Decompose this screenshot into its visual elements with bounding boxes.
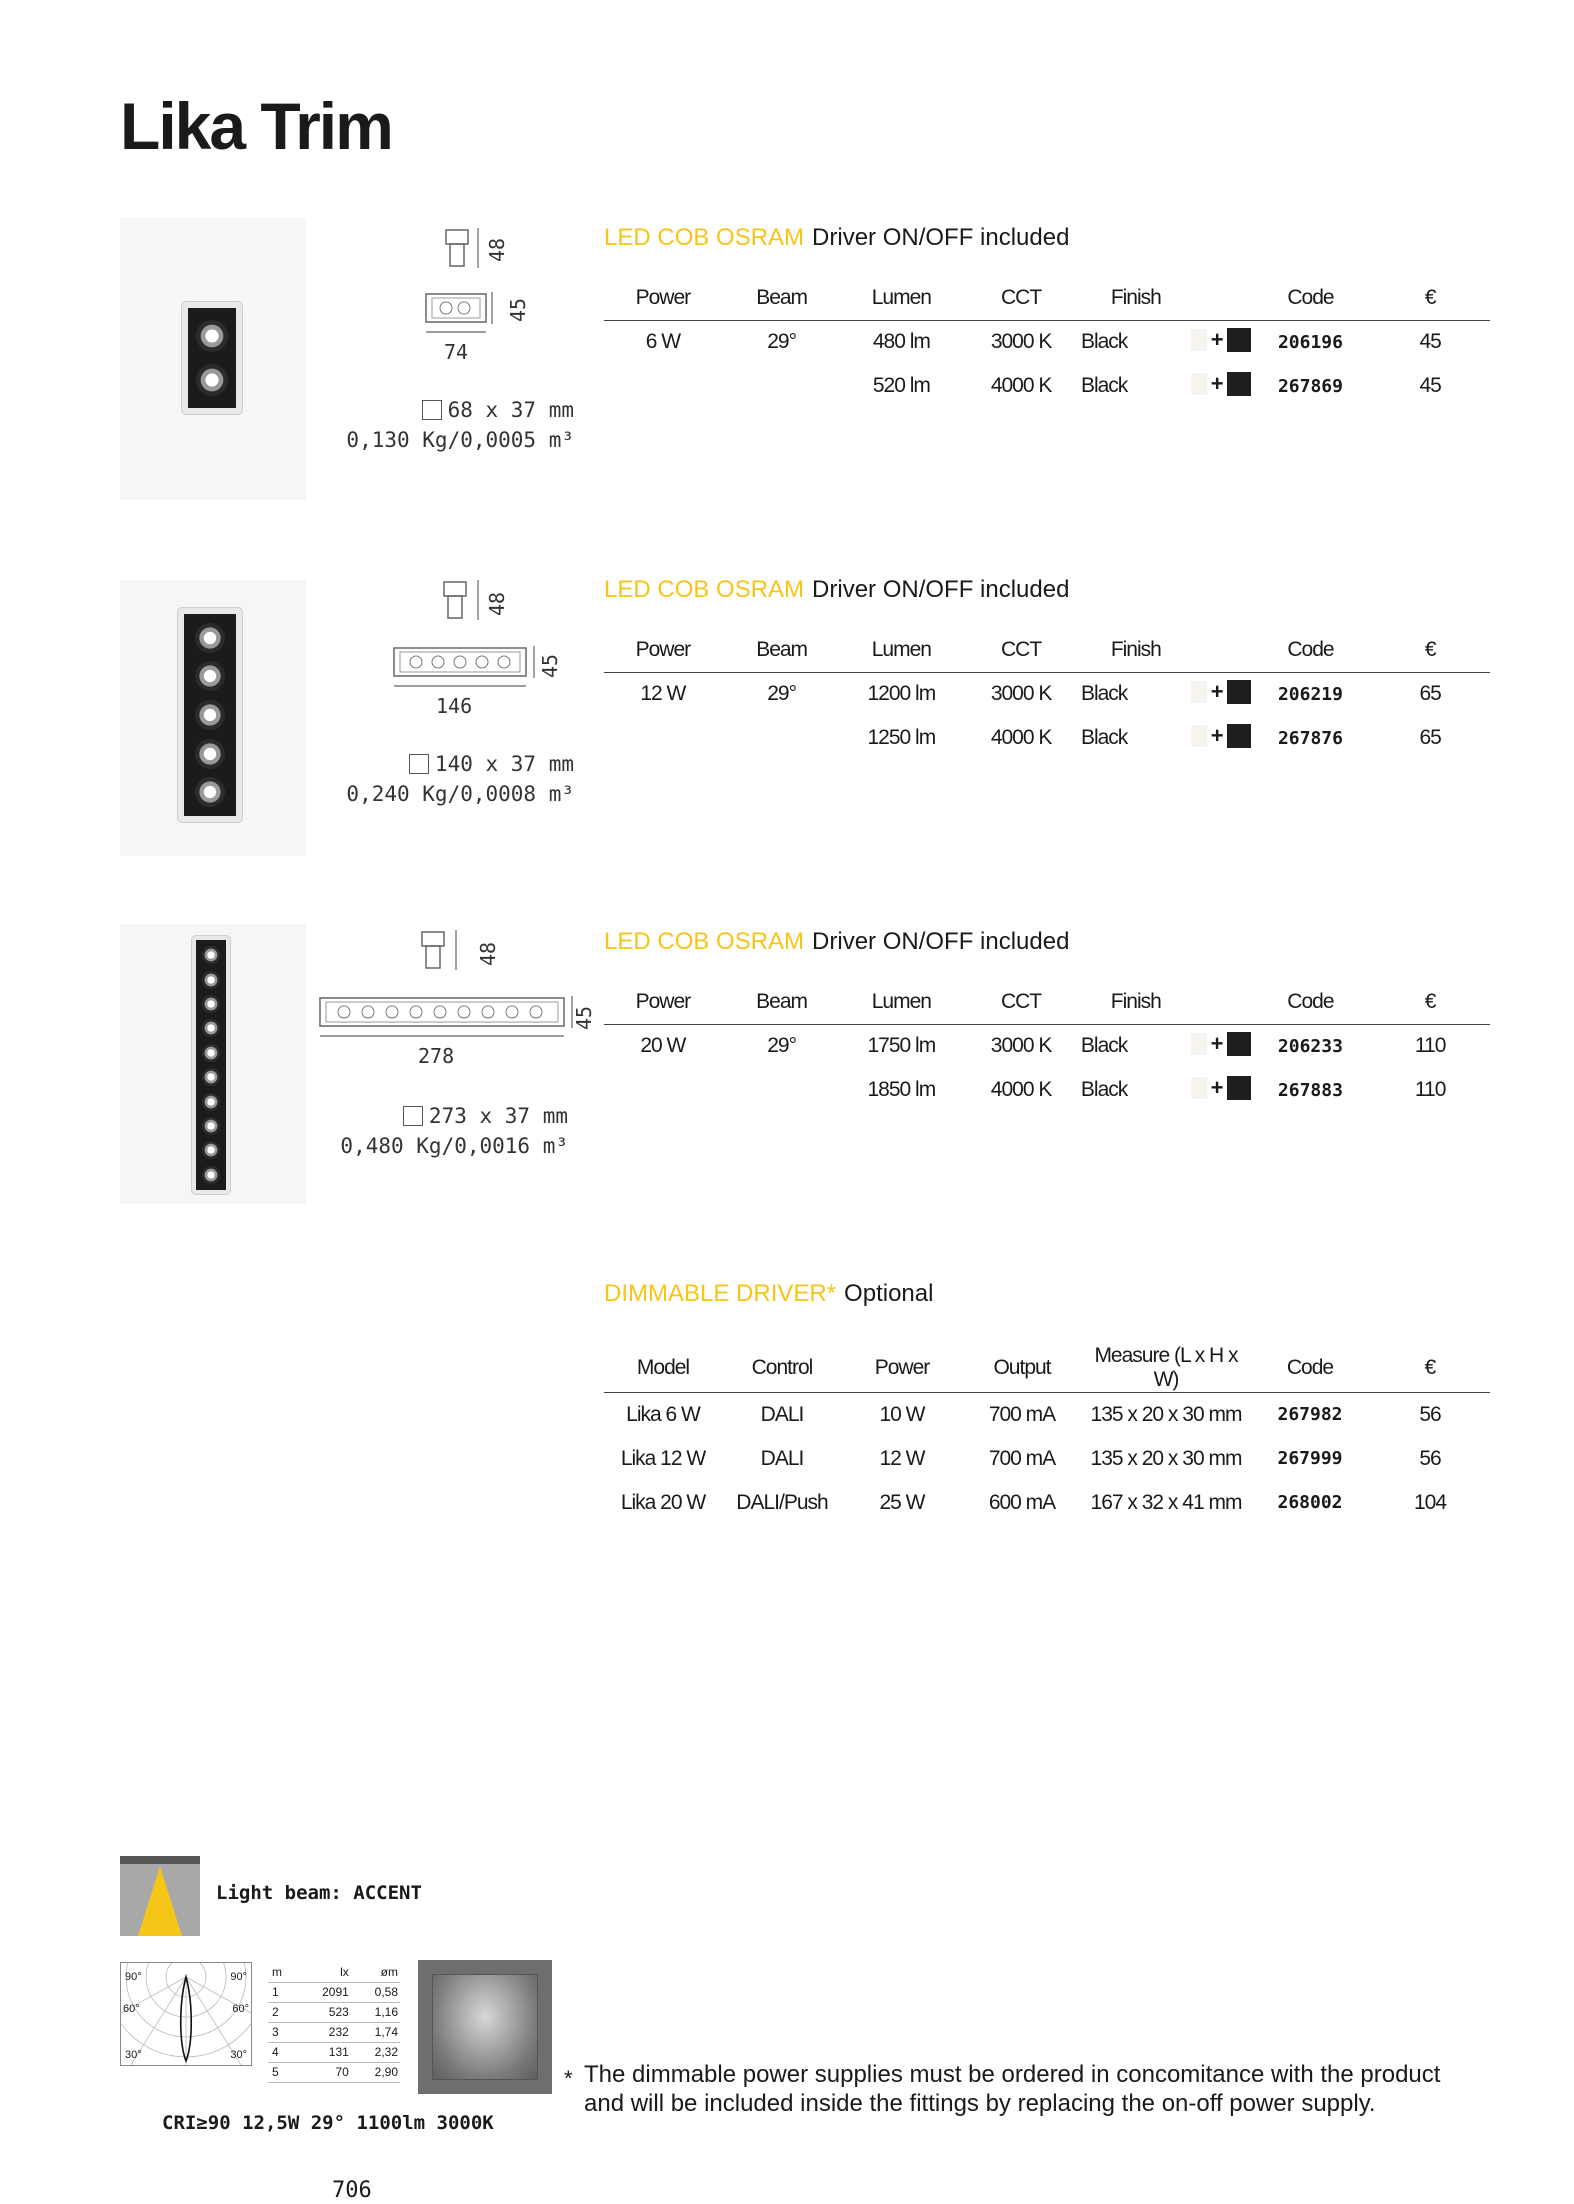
dimension-drawing-3 — [314, 928, 584, 1052]
fixture-image — [192, 936, 230, 1194]
finish-swatch: + — [1191, 1075, 1251, 1101]
table-header: Power Beam Lumen CCT Finish Code € — [604, 276, 1490, 320]
table-row: 1 2091 0,58 — [268, 1982, 400, 2002]
light-beam-icon — [120, 1856, 200, 1936]
cutout-spec: 140 x 37 mm — [409, 752, 574, 776]
finish-swatch: + — [1191, 371, 1251, 397]
weight-spec: 0,130 Kg/0,0005 m³ — [346, 428, 574, 452]
table-header: Power Beam Lumen CCT Finish Code € — [604, 980, 1490, 1024]
light-effect-photo — [418, 1960, 552, 2094]
height-dim-top: 48 — [485, 591, 509, 616]
table-row: 6 W 29° 480 lm 3000 K Black + 206196 45 — [645, 327, 1441, 354]
section-header: LED COB OSRAM Driver ON/OFF included — [604, 928, 1070, 955]
cutout-icon — [422, 400, 442, 420]
angle-label: 90° — [230, 1971, 247, 1983]
table-row: 5 70 2,90 — [268, 2062, 400, 2082]
table-header: Model Control Power Output Measure (L x H x W) Code € — [604, 1344, 1490, 1393]
product-table-2 — [604, 628, 1490, 760]
width-dim: 74 — [444, 340, 469, 364]
cutout-spec: 273 x 37 mm — [403, 1104, 568, 1128]
driver-table — [604, 1344, 1490, 1525]
table-row: Lika 6 W DALI 10 W 700 mA 135 x 20 x 30 mm 267982 56 — [626, 1402, 1441, 1426]
table-row: Lika 12 W DALI 12 W 700 mA 135 x 20 x 30 mm 267999 56 — [620, 1446, 1441, 1470]
table-row: 1850 lm 4000 K Black + 267883 110 — [867, 1075, 1446, 1101]
page-title: Lika Trim — [120, 89, 392, 163]
finish-swatch: + — [1191, 679, 1251, 705]
table-row: 12 W 29° 1200 lm 3000 K Black + 206219 65 — [640, 679, 1441, 706]
product-table-1 — [604, 276, 1490, 408]
table-header: Power Beam Lumen CCT Finish Code € — [604, 628, 1490, 672]
product-photo-3 — [120, 924, 306, 1204]
table-row: 20 W 29° 1750 lm 3000 K Black + 206233 110 — [640, 1031, 1446, 1058]
table-row: 1250 lm 4000 K Black + 267876 65 — [867, 723, 1441, 749]
footnote — [564, 2060, 1464, 2118]
section-header: LED COB OSRAM Driver ON/OFF included — [604, 576, 1070, 603]
fixture-image — [178, 608, 242, 822]
angle-label: 90° — [125, 1971, 142, 1983]
product-photo-2 — [120, 580, 306, 856]
height-dim-front: 45 — [538, 653, 562, 678]
width-dim: 146 — [436, 694, 473, 718]
weight-spec: 0,480 Kg/0,0016 m³ — [340, 1134, 568, 1158]
page-number: 706 — [332, 2178, 372, 2203]
table-row: 3 232 1,74 — [268, 2022, 400, 2042]
footnote-text: The dimmable power supplies must be ordered in concomitance with the product and will be included inside the fittings by replacing the on-off power supply. — [584, 2061, 1441, 2117]
angle-label: 60° — [123, 2003, 140, 2015]
table-header: m lx øm — [268, 1962, 400, 1982]
cri-spec-line: CRI≥90 12,5W 29° 1100lm 3000K — [162, 2112, 494, 2134]
weight-spec: 0,240 Kg/0,0008 m³ — [346, 782, 574, 806]
cutout-spec: 68 x 37 mm — [422, 398, 574, 422]
dimension-drawing-1 — [420, 226, 530, 350]
finish-swatch: + — [1191, 327, 1251, 353]
finish-swatch: + — [1191, 723, 1251, 749]
photometric-table — [268, 1962, 400, 2083]
cutout-icon — [403, 1106, 423, 1126]
height-dim-front: 45 — [506, 297, 530, 322]
height-dim-top: 48 — [485, 237, 509, 262]
driver-section-header: DIMMABLE DRIVER* Optional — [604, 1280, 934, 1307]
width-dim: 278 — [418, 1044, 455, 1068]
table-row: 4 131 2,32 — [268, 2042, 400, 2062]
height-dim-front: 45 — [572, 1005, 596, 1030]
table-row: Lika 20 W DALI/Push 25 W 600 mA 167 x 32 x 41 mm 268002 104 — [620, 1490, 1447, 1514]
fixture-image — [182, 302, 242, 414]
product-table-3 — [604, 980, 1490, 1112]
table-row: 520 lm 4000 K Black + 267869 45 — [872, 371, 1441, 397]
cutout-icon — [409, 754, 429, 774]
polar-diagram — [120, 1962, 252, 2066]
angle-label: 60° — [232, 2003, 249, 2015]
dimension-drawing-2 — [384, 578, 564, 702]
footnote-star: * — [564, 2066, 573, 2091]
height-dim-top: 48 — [476, 941, 500, 966]
finish-swatch: + — [1191, 1031, 1251, 1057]
angle-label: 30° — [125, 2049, 142, 2061]
angle-label: 30° — [230, 2049, 247, 2061]
light-beam-label: Light beam: ACCENT — [216, 1882, 422, 1904]
section-header: LED COB OSRAM Driver ON/OFF included — [604, 224, 1070, 251]
table-row: 2 523 1,16 — [268, 2002, 400, 2022]
product-photo-1 — [120, 218, 306, 500]
